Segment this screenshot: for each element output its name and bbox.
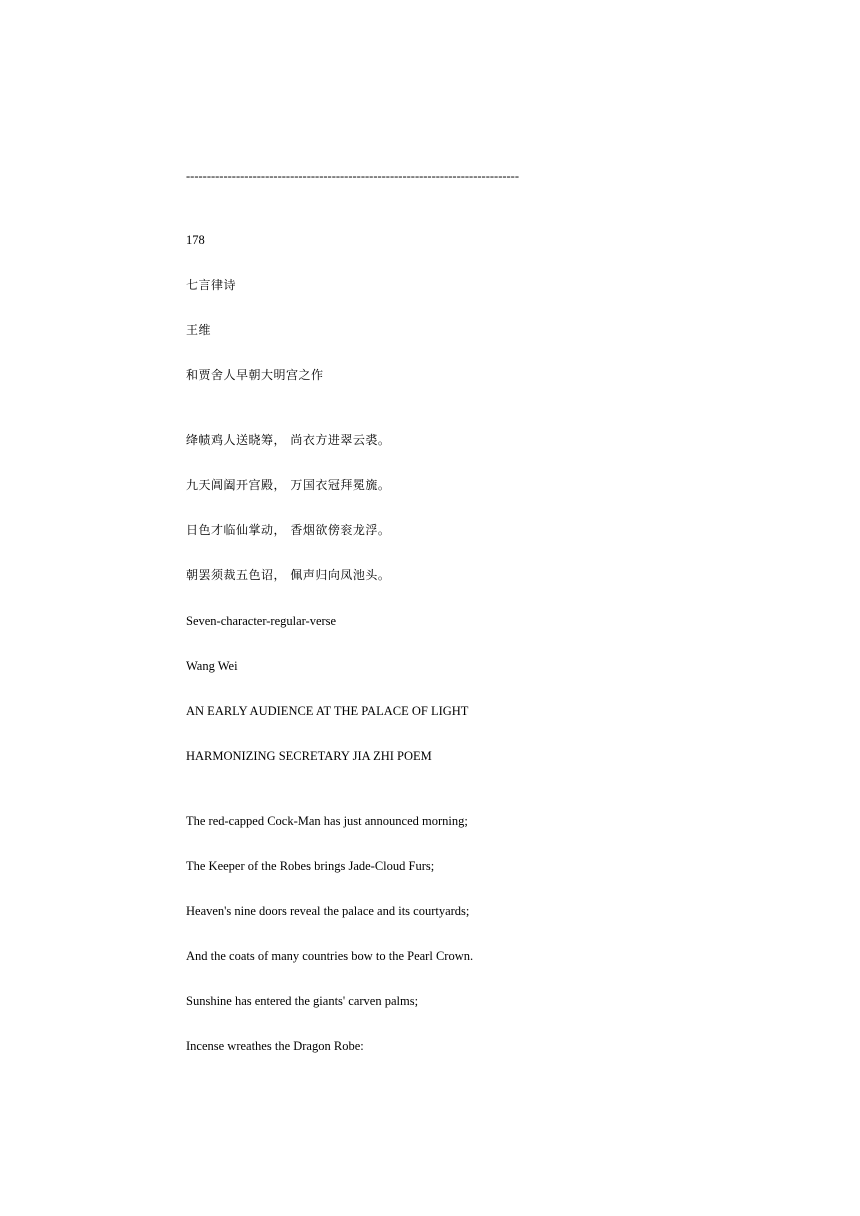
- english-verse-line-5: Sunshine has entered the giants' carven palms;: [186, 994, 419, 1008]
- chinese-verse-line-1: 绛帻鸡人送晓筹， 尚衣方进翠云裘。: [186, 433, 391, 447]
- separator-line: --------------------------------------------------------------------------------: [186, 169, 520, 183]
- chinese-verse-line-3: 日色才临仙掌动， 香烟欲傍衮龙浮。: [186, 523, 391, 537]
- chinese-title: 和贾舍人早朝大明宫之作: [186, 368, 324, 382]
- chinese-verse-line-4: 朝罢须裁五色诏， 佩声归向凤池头。: [186, 568, 391, 582]
- english-title-line-1: AN EARLY AUDIENCE AT THE PALACE OF LIGHT: [186, 704, 469, 718]
- english-verse-line-4: And the coats of many countries bow to the Pearl Crown.: [186, 949, 474, 963]
- chinese-form: 七言律诗: [186, 278, 237, 292]
- poem-number: 178: [186, 233, 205, 247]
- english-verse-line-1: The red-capped Cock-Man has just announced morning;: [186, 814, 468, 828]
- english-form: Seven-character-regular-verse: [186, 614, 337, 628]
- english-title-line-2: HARMONIZING SECRETARY JIA ZHI POEM: [186, 749, 432, 763]
- english-verse-line-2: The Keeper of the Robes brings Jade-Cloud Furs;: [186, 859, 435, 873]
- english-verse-line-6: Incense wreathes the Dragon Robe:: [186, 1039, 364, 1053]
- chinese-verse-line-2: 九天阊阖开宫殿， 万国衣冠拜冕旒。: [186, 478, 391, 492]
- english-verse-line-3: Heaven's nine doors reveal the palace and its courtyards;: [186, 904, 470, 918]
- chinese-author: 王维: [186, 323, 212, 337]
- english-author: Wang Wei: [186, 659, 238, 673]
